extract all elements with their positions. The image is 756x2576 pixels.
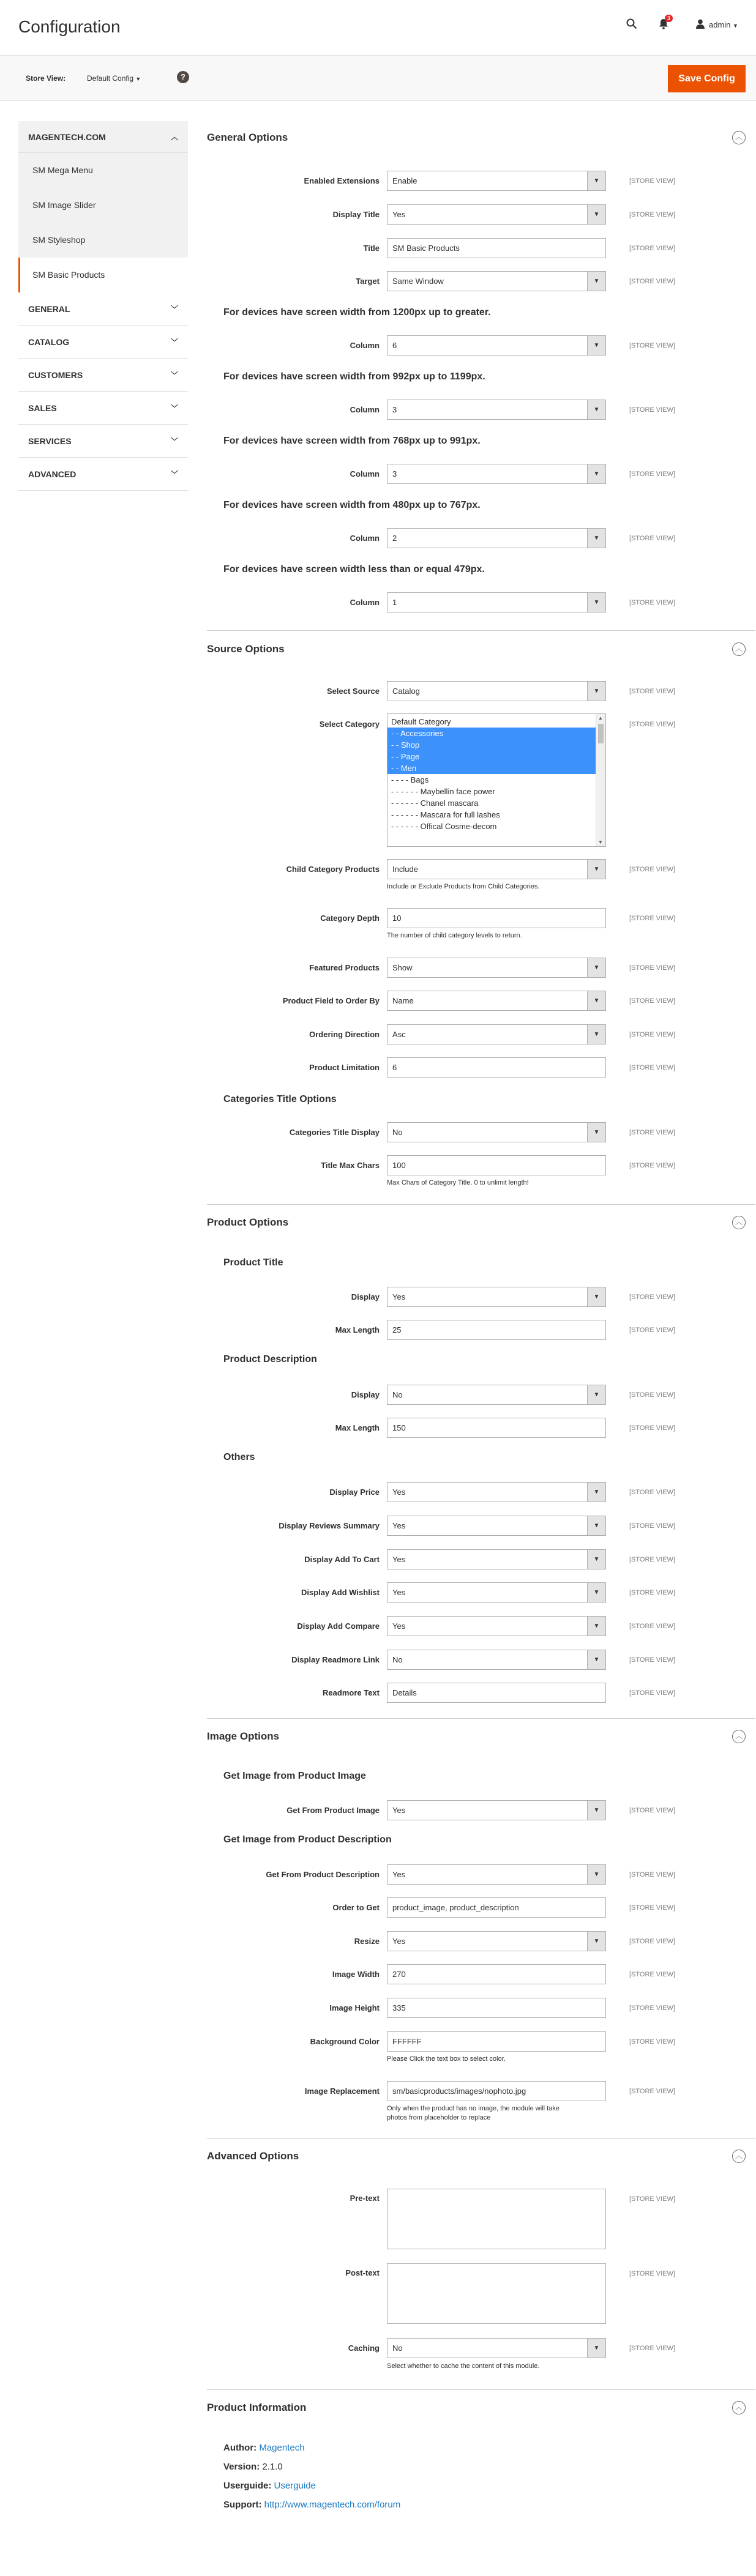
product-description-max-length-input[interactable]: 150 (387, 1418, 606, 1438)
scope-label: [STORE VIEW] (629, 997, 675, 1005)
select-value: 6 (392, 341, 397, 350)
child-category-select[interactable] (387, 859, 606, 879)
scope-label: [STORE VIEW] (629, 1064, 675, 1071)
select-value: 3 (392, 405, 397, 414)
group-heading: Categories Title Options (223, 1094, 337, 1104)
select-value: No (392, 1128, 403, 1137)
user-icon[interactable] (695, 19, 705, 32)
select-arrow-icon: ▼ (587, 1025, 605, 1044)
scope-label: [STORE VIEW] (629, 1294, 675, 1301)
image-height-input[interactable]: 335 (387, 1998, 606, 2018)
select-arrow-icon: ▼ (587, 682, 605, 701)
store-view-value: Default Config (87, 74, 134, 83)
field-label: Column (350, 469, 380, 478)
display-reviews-select[interactable] (387, 1516, 606, 1536)
field-label: Display Title (332, 210, 380, 219)
field-label: Display Reviews Summary (279, 1521, 380, 1530)
order-by-select[interactable] (387, 991, 606, 1011)
select-value: Yes (392, 1292, 406, 1301)
scope-label: [STORE VIEW] (629, 1689, 675, 1697)
image-replacement-input[interactable]: sm/basicproducts/images/nophoto.jpg (387, 2081, 606, 2101)
display-add-to-cart-select[interactable] (387, 1549, 606, 1569)
product-limitation-input[interactable]: 6 (387, 1057, 606, 1078)
collapse-icon[interactable]: ︿ (732, 2401, 746, 2414)
resize-select[interactable] (387, 1931, 606, 1951)
store-view-switcher[interactable] (87, 74, 141, 83)
select-value: No (392, 1390, 403, 1399)
sidebar-item-sm-mega-menu[interactable]: SM Mega Menu (18, 153, 188, 188)
chevron-down-icon: ﹀ (170, 470, 178, 478)
caret-down-icon: ▼ (135, 76, 141, 82)
select-arrow-icon: ▼ (587, 1385, 605, 1404)
info-key: Support: (223, 2500, 262, 2510)
sidebar-item-sm-styleshop[interactable]: SM Styleshop (18, 223, 188, 258)
featured-products-select[interactable] (387, 958, 606, 978)
scope-label: [STORE VIEW] (629, 1938, 675, 1945)
target-select[interactable] (387, 271, 606, 291)
select-arrow-icon: ▼ (587, 529, 605, 548)
select-arrow-icon: ▼ (587, 1516, 605, 1535)
scope-label: [STORE VIEW] (629, 1807, 675, 1814)
category-multiselect[interactable] (387, 713, 606, 847)
ordering-direction-select[interactable] (387, 1024, 606, 1044)
field-label: Column (350, 341, 380, 350)
sidebar-section-label: GENERAL (28, 304, 70, 314)
chevron-down-icon: ﹀ (170, 305, 178, 313)
select-arrow-icon: ▼ (587, 1617, 605, 1636)
field-note: Include or Exclude Products from Child Categories. (387, 883, 540, 890)
select-arrow-icon: ▼ (587, 1801, 605, 1820)
display-price-select[interactable] (387, 1482, 606, 1502)
select-arrow-icon: ▼ (587, 205, 605, 224)
help-icon[interactable]: ? (177, 71, 189, 83)
product-title-max-length-input[interactable]: 25 (387, 1320, 606, 1340)
scope-label: [STORE VIEW] (629, 1589, 675, 1596)
column-select-1200[interactable] (387, 335, 606, 356)
select-value: Same Window (392, 277, 444, 286)
select-arrow-icon: ▼ (587, 593, 605, 612)
categories-title-display-select[interactable] (387, 1122, 606, 1142)
select-value: No (392, 1655, 403, 1664)
store-view-label: Store View: (26, 74, 66, 83)
scope-label: [STORE VIEW] (629, 1556, 675, 1563)
sidebar-group-label: MAGENTECH.COM (28, 132, 106, 142)
field-label: Column (350, 405, 380, 414)
field-label: Caching (348, 2343, 380, 2353)
sidebar-section-sales[interactable] (18, 392, 188, 425)
admin-label: admin (709, 20, 731, 29)
sidebar-section-customers[interactable] (18, 359, 188, 392)
config-sidebar (18, 121, 188, 491)
category-option[interactable]: - - - - Bags (391, 775, 429, 784)
field-label: Target (356, 277, 380, 286)
field-label: Display Add Wishlist (301, 1588, 380, 1597)
select-value: Yes (392, 1621, 406, 1631)
sidebar-item-sm-basic-products[interactable]: SM Basic Products (18, 258, 188, 292)
field-label: Display (351, 1390, 380, 1399)
field-label: Display Readmore Link (291, 1655, 380, 1664)
field-label: Background Color (310, 2037, 380, 2046)
field-label: Child Category Products (286, 865, 380, 874)
scope-label: [STORE VIEW] (629, 278, 675, 285)
field-label: Max Length (335, 1423, 380, 1432)
section-title-advanced[interactable]: Advanced Options (207, 2150, 299, 2162)
scope-label: [STORE VIEW] (629, 2195, 675, 2203)
select-value: Yes (392, 1870, 406, 1879)
version-line (223, 2462, 283, 2472)
scope-label: [STORE VIEW] (629, 2270, 675, 2277)
field-label: Pre-text (350, 2194, 380, 2203)
field-label: Title Max Chars (321, 1161, 380, 1170)
userguide-line (223, 2481, 316, 2491)
group-heading: For devices have screen width less than or equal 479px. (223, 564, 485, 575)
select-value: 3 (392, 469, 397, 478)
category-option[interactable]: - - - - - - Offical Cosme-decom (391, 822, 497, 831)
sidebar-section-label: CUSTOMERS (28, 370, 83, 380)
info-key: Author: (223, 2443, 257, 2453)
display-readmore-select[interactable] (387, 1650, 606, 1670)
get-from-product-image-select[interactable] (387, 1800, 606, 1820)
select-value: Yes (392, 1588, 406, 1597)
section-title-image[interactable]: Image Options (207, 1730, 280, 1742)
category-option[interactable]: - - Shop (387, 739, 605, 751)
field-label: Featured Products (309, 963, 380, 972)
notification-badge: 3 (665, 15, 673, 22)
field-note: Please Click the text box to select color. (387, 2055, 506, 2063)
scope-label: [STORE VIEW] (629, 2345, 675, 2352)
admin-menu[interactable] (709, 20, 738, 29)
chevron-down-icon: ▼ (733, 23, 738, 29)
scope-label: [STORE VIEW] (629, 1162, 675, 1169)
group-heading: For devices have screen width from 480px up to 767px. (223, 500, 481, 510)
select-value: Enable (392, 176, 417, 185)
category-option[interactable]: Default Category (391, 717, 451, 726)
field-label: Category Depth (320, 914, 380, 923)
select-arrow-icon: ▼ (587, 2339, 605, 2358)
group-heading: For devices have screen width from 768px up to 991px. (223, 436, 481, 446)
field-label: Get From Product Image (286, 1806, 380, 1815)
section-divider (207, 1204, 755, 1205)
product-description-display-select[interactable] (387, 1385, 606, 1405)
scope-label: [STORE VIEW] (629, 866, 675, 873)
field-label: Display (351, 1292, 380, 1301)
scope-label: [STORE VIEW] (629, 1424, 675, 1432)
order-to-get-input[interactable]: product_image, product_description (387, 1897, 606, 1918)
field-label: Enabled Extensions (304, 176, 380, 185)
collapse-icon[interactable]: ︿ (732, 2150, 746, 2163)
select-arrow-icon: ▼ (587, 464, 605, 483)
post-text-textarea[interactable] (387, 2263, 606, 2324)
field-label: Display Add To Cart (304, 1555, 380, 1564)
scope-label: [STORE VIEW] (629, 1623, 675, 1630)
select-arrow-icon: ▼ (587, 1932, 605, 1951)
select-arrow-icon: ▼ (587, 1123, 605, 1142)
scope-label: [STORE VIEW] (629, 1489, 675, 1496)
select-arrow-icon: ▼ (587, 1287, 605, 1306)
select-arrow-icon: ▼ (587, 860, 605, 879)
group-heading: For devices have screen width from 1200px up to greater. (223, 307, 491, 318)
scope-label: [STORE VIEW] (629, 211, 675, 218)
select-arrow-icon: ▼ (587, 272, 605, 291)
readmore-text-input[interactable]: Details (387, 1683, 606, 1703)
select-arrow-icon: ▼ (587, 958, 605, 977)
scope-label: [STORE VIEW] (629, 1871, 675, 1878)
scope-label: [STORE VIEW] (629, 2005, 675, 2012)
field-label: Select Source (327, 687, 380, 696)
field-label: Product Limitation (309, 1063, 380, 1072)
section-divider (207, 1718, 755, 1719)
section-title-info[interactable]: Product Information (207, 2402, 307, 2413)
select-arrow-icon: ▼ (587, 1483, 605, 1502)
category-option[interactable]: - - Page (387, 751, 605, 762)
field-label: Get From Product Description (266, 1870, 380, 1879)
select-arrow-icon: ▼ (587, 991, 605, 1010)
select-value: Catalog (392, 687, 420, 696)
info-key: Userguide: (223, 2481, 272, 2491)
scope-label: [STORE VIEW] (629, 471, 675, 478)
sidebar-section-label: SALES (28, 403, 57, 413)
category-option[interactable]: - - Accessories (387, 728, 605, 739)
collapse-icon[interactable]: ︿ (732, 1730, 746, 1743)
scope-label: [STORE VIEW] (629, 1391, 675, 1399)
pre-text-textarea[interactable] (387, 2189, 606, 2249)
category-option[interactable]: - - - - - - Chanel mascara (391, 798, 479, 808)
sidebar-section-label: CATALOG (28, 337, 70, 347)
select-arrow-icon: ▼ (587, 400, 605, 419)
field-note: The number of child category levels to return. (387, 932, 522, 939)
field-label: Resize (354, 1937, 380, 1946)
select-source-select[interactable] (387, 681, 606, 701)
group-heading: For devices have screen width from 992px up to 1199px. (223, 371, 485, 382)
scope-label: [STORE VIEW] (629, 1656, 675, 1664)
product-title-display-select[interactable] (387, 1287, 606, 1307)
scope-label: [STORE VIEW] (629, 1971, 675, 1978)
field-note: Max Chars of Category Title. 0 to unlimit length! (387, 1179, 529, 1186)
select-arrow-icon: ▼ (587, 1650, 605, 1669)
field-label: Image Width (332, 1970, 380, 1979)
scope-label: [STORE VIEW] (629, 1031, 675, 1038)
category-option[interactable]: - - - - - - Maybellin face power (391, 787, 495, 796)
enabled-extensions-select[interactable] (387, 171, 606, 191)
select-value: Yes (392, 1521, 406, 1530)
field-label: Display Price (329, 1487, 380, 1497)
collapse-icon[interactable]: ︿ (732, 1216, 746, 1229)
support-link[interactable]: http://www.magentech.com/forum (264, 2500, 401, 2510)
group-heading: Others (223, 1452, 255, 1462)
category-option[interactable]: - - Men (387, 762, 605, 774)
sidebar-section-advanced[interactable] (18, 458, 188, 491)
sidebar-section-label: SERVICES (28, 436, 72, 446)
select-value: Asc (392, 1030, 406, 1039)
save-config-button[interactable]: Save Config (668, 65, 746, 92)
field-label: Ordering Direction (309, 1030, 380, 1039)
column-select-480[interactable] (387, 528, 606, 548)
chevron-down-icon: ﹀ (170, 338, 178, 346)
select-arrow-icon: ▼ (587, 336, 605, 355)
section-title-general[interactable]: General Options (207, 132, 288, 143)
category-option[interactable]: - - - - - - Mascara for full lashes (391, 810, 500, 819)
display-title-select[interactable] (387, 204, 606, 225)
scope-label: [STORE VIEW] (629, 721, 675, 728)
field-label: Column (350, 598, 380, 607)
scope-label: [STORE VIEW] (629, 688, 675, 695)
select-value: No (392, 2343, 403, 2353)
scroll-down-icon[interactable]: ▼ (598, 839, 603, 845)
author-line (223, 2443, 305, 2453)
group-heading: Get Image from Product Description (223, 1834, 392, 1845)
sidebar-section-general[interactable] (18, 292, 188, 326)
display-add-wishlist-select[interactable] (387, 1582, 606, 1603)
field-note: Select whether to cache the content of this module. (387, 2362, 540, 2370)
scope-label: [STORE VIEW] (629, 406, 675, 414)
scope-label: [STORE VIEW] (629, 915, 675, 922)
support-line (223, 2500, 400, 2510)
bell-icon[interactable] (659, 15, 671, 32)
sidebar-section-services[interactable] (18, 425, 188, 458)
column-select-768[interactable] (387, 464, 606, 484)
select-value: 2 (392, 534, 397, 543)
page-title: Configuration (18, 17, 121, 36)
scope-label: [STORE VIEW] (629, 1904, 675, 1912)
background-color-input[interactable]: FFFFFF (387, 2031, 606, 2052)
group-heading: Product Description (223, 1354, 317, 1364)
scope-label: [STORE VIEW] (629, 2088, 675, 2095)
scrollbar[interactable] (596, 714, 605, 846)
scope-label: [STORE VIEW] (629, 2038, 675, 2046)
info-key: Version: (223, 2462, 260, 2472)
select-value: Yes (392, 1937, 406, 1946)
field-label: Product Field to Order By (282, 996, 380, 1005)
select-value: Yes (392, 210, 406, 219)
collapse-icon[interactable]: ︿ (732, 642, 746, 656)
section-divider (207, 2389, 755, 2390)
sidebar-section-label: ADVANCED (28, 469, 77, 479)
display-add-compare-select[interactable] (387, 1616, 606, 1636)
group-heading: Get Image from Product Image (223, 1771, 366, 1781)
select-value: Yes (392, 1487, 406, 1497)
select-value: 1 (392, 598, 397, 607)
scope-label: [STORE VIEW] (629, 245, 675, 252)
group-heading: Product Title (223, 1257, 283, 1268)
select-arrow-icon: ▼ (587, 171, 605, 190)
field-note: Only when the product has no image, the module will take photos from placeholder to replace (387, 2105, 560, 2121)
field-label: Readmore Text (323, 1688, 380, 1697)
select-value: Yes (392, 1555, 406, 1564)
select-arrow-icon: ▼ (587, 1550, 605, 1569)
column-select-992[interactable] (387, 400, 606, 420)
author-link[interactable]: Magentech (259, 2443, 305, 2453)
scope-label: [STORE VIEW] (629, 177, 675, 185)
scope-label: [STORE VIEW] (629, 1522, 675, 1530)
field-label: Post-text (345, 2268, 380, 2277)
field-label: Display Add Compare (297, 1621, 380, 1631)
collapse-icon[interactable]: ︿ (732, 131, 746, 144)
select-value: Show (392, 963, 413, 972)
column-select-479[interactable] (387, 592, 606, 612)
field-label: Max Length (335, 1325, 380, 1335)
select-value: Name (392, 996, 414, 1005)
section-divider (207, 630, 755, 631)
sidebar-group-magentech[interactable] (18, 121, 188, 153)
scope-label: [STORE VIEW] (629, 342, 675, 349)
field-label: Column (350, 534, 380, 543)
sidebar-section-catalog[interactable] (18, 326, 188, 359)
userguide-link[interactable]: Userguide (274, 2481, 316, 2491)
chevron-up-icon: ︿ (170, 133, 178, 141)
select-arrow-icon: ▼ (587, 1583, 605, 1602)
title-input[interactable]: SM Basic Products (387, 238, 606, 258)
version-value: 2.1.0 (262, 2462, 283, 2472)
caching-select[interactable] (387, 2338, 606, 2358)
scope-label: [STORE VIEW] (629, 535, 675, 542)
scope-label: [STORE VIEW] (629, 964, 675, 972)
scope-label: [STORE VIEW] (629, 599, 675, 606)
sidebar-item-sm-image-slider[interactable]: SM Image Slider (18, 188, 188, 223)
section-title-product[interactable]: Product Options (207, 1216, 289, 1228)
field-label: Order to Get (332, 1903, 380, 1912)
chevron-down-icon: ﹀ (170, 371, 178, 379)
section-title-source[interactable]: Source Options (207, 643, 285, 655)
chevron-down-icon: ﹀ (170, 437, 178, 445)
chevron-down-icon: ﹀ (170, 404, 178, 412)
image-width-input[interactable]: 270 (387, 1964, 606, 1984)
category-depth-input[interactable]: 10 (387, 908, 606, 928)
search-icon[interactable] (626, 18, 637, 32)
scroll-up-icon[interactable]: ▲ (598, 715, 603, 721)
field-label: Categories Title Display (289, 1128, 380, 1137)
select-value: Yes (392, 1806, 406, 1815)
field-label: Title (363, 244, 380, 253)
get-from-product-description-select[interactable] (387, 1864, 606, 1885)
field-label: Select Category (319, 720, 380, 729)
scope-label: [STORE VIEW] (629, 1327, 675, 1334)
title-max-chars-input[interactable]: 100 (387, 1155, 606, 1175)
scrollbar-thumb[interactable] (598, 724, 604, 743)
section-divider (207, 2138, 755, 2139)
field-label: Image Height (329, 2003, 380, 2012)
field-label: Image Replacement (304, 2086, 380, 2096)
scope-label: [STORE VIEW] (629, 1129, 675, 1136)
select-value: Include (392, 865, 418, 874)
select-arrow-icon: ▼ (587, 1865, 605, 1884)
